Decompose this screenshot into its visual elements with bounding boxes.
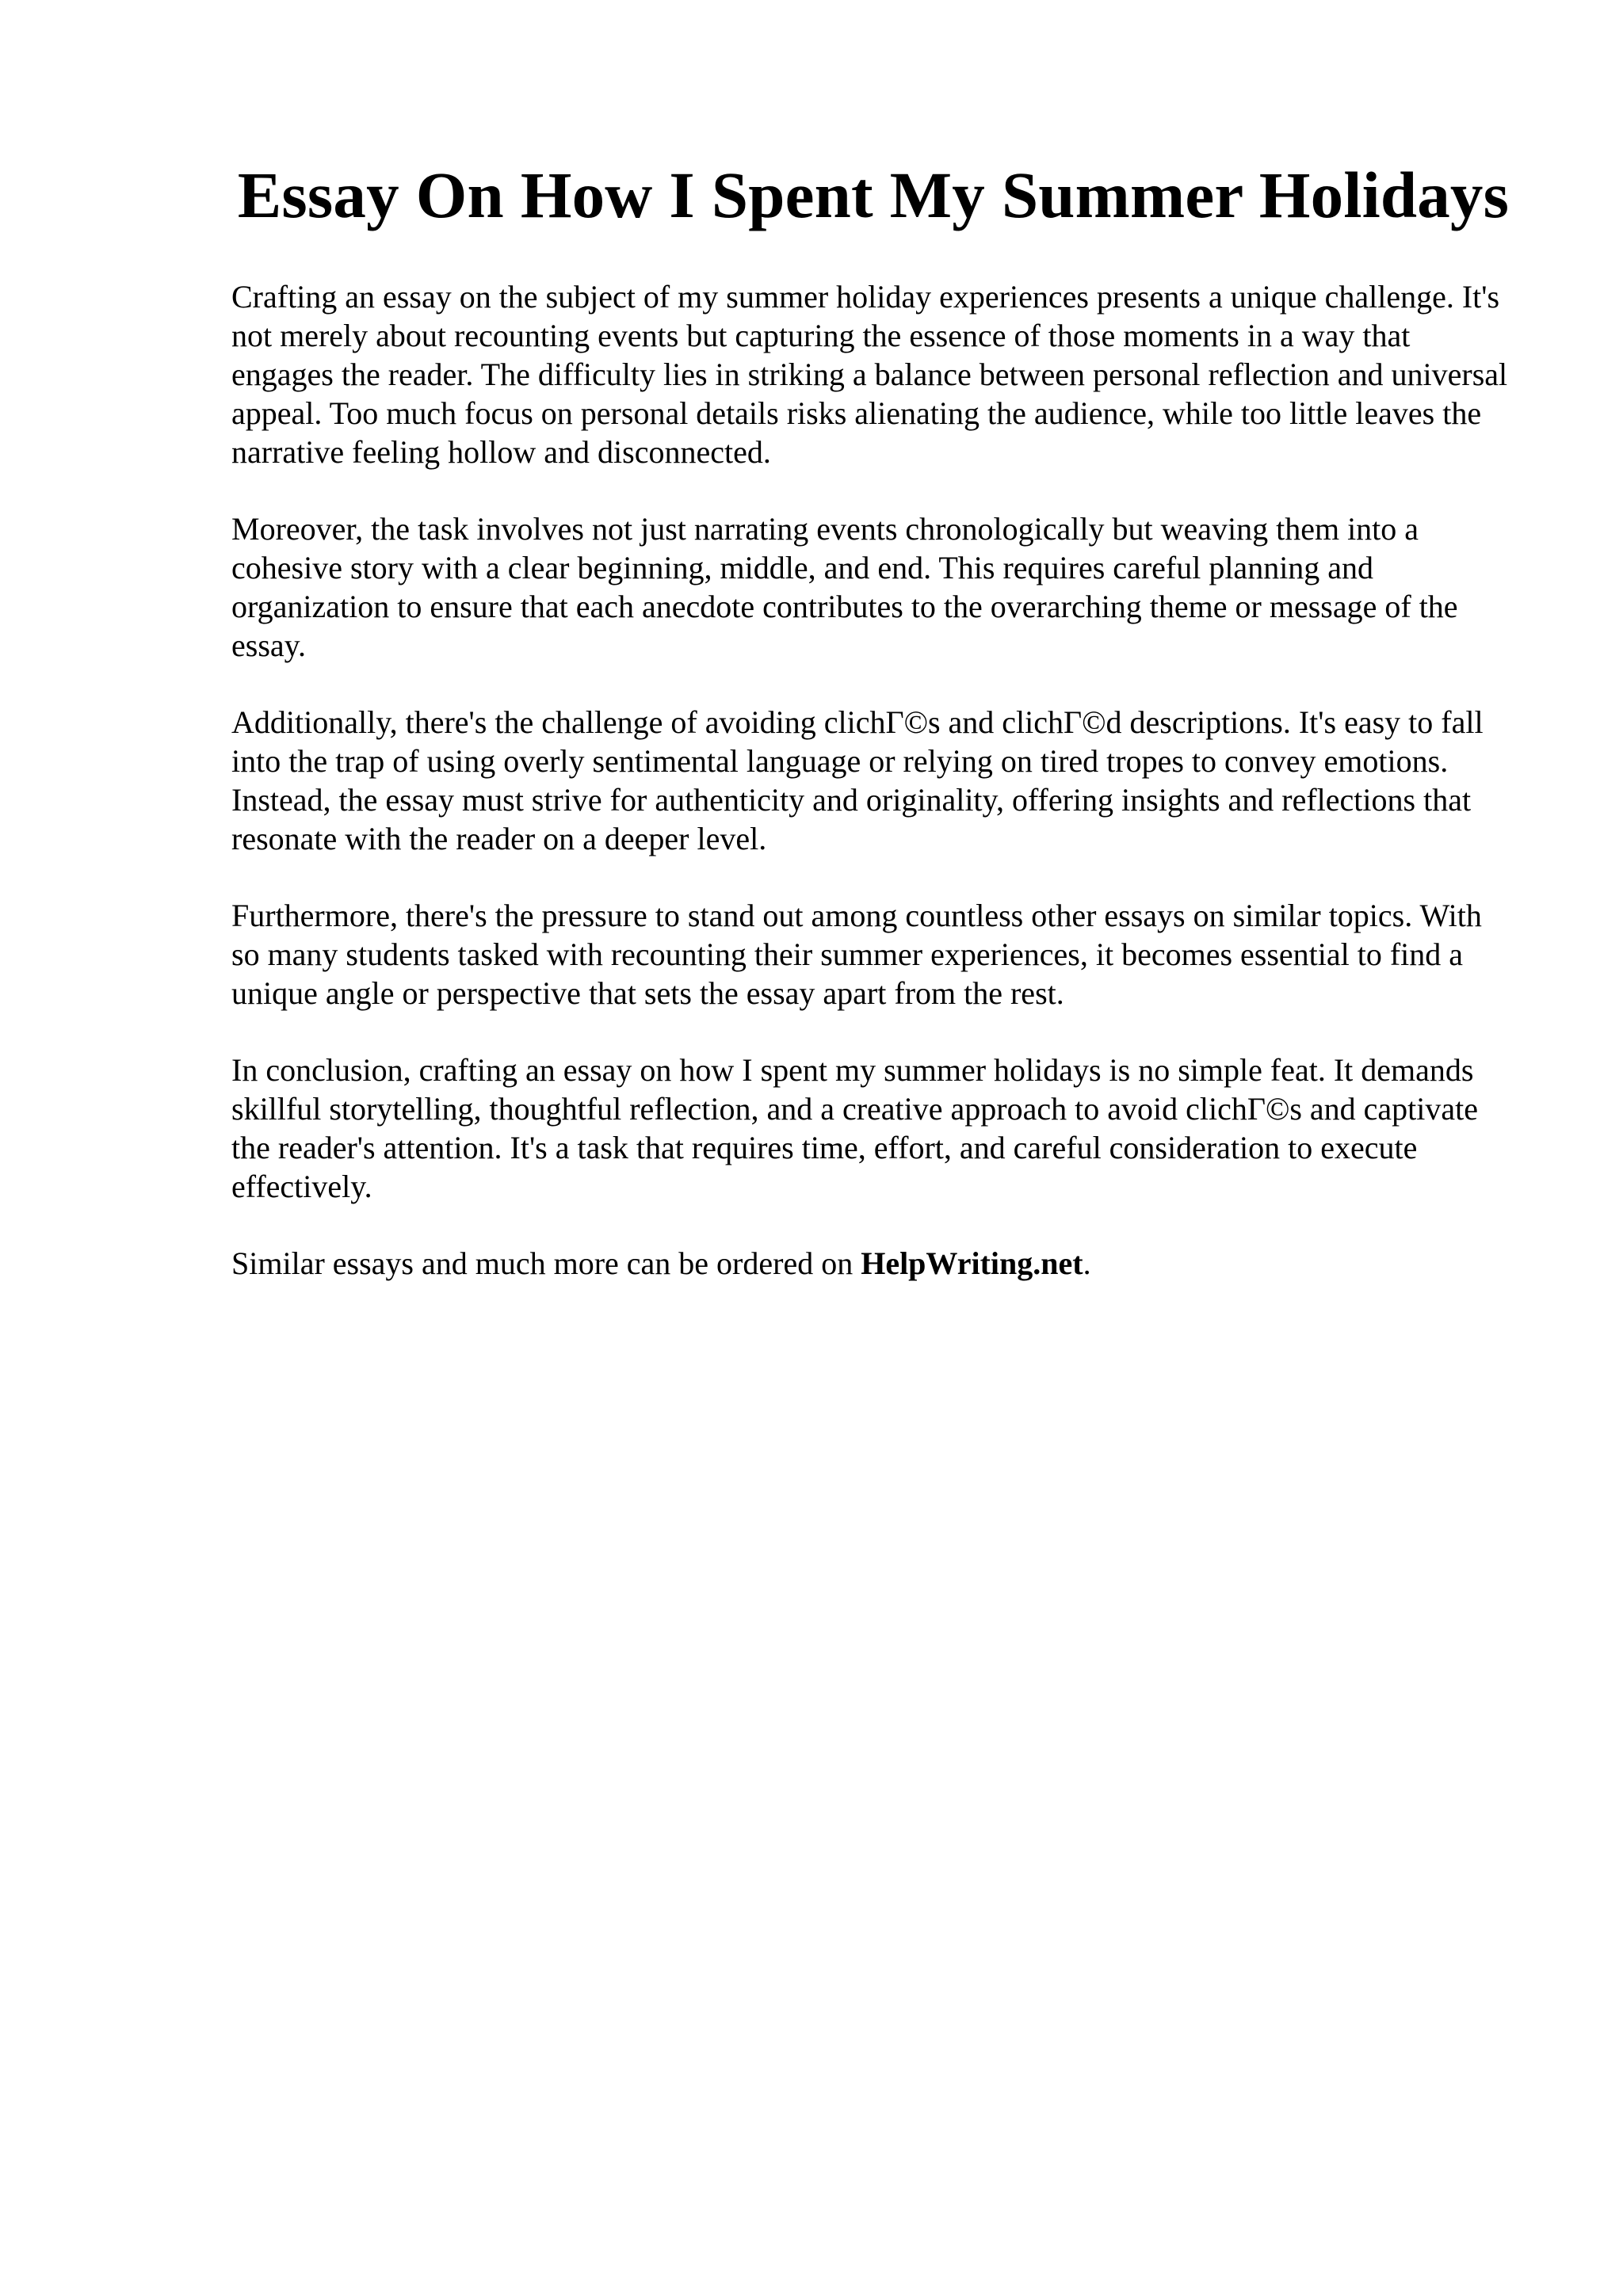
document-content: [231, 151, 1515, 1321]
helpwriting-link[interactable]: HelpWriting.net: [861, 1245, 1083, 1281]
footer-prefix: Similar essays and much more can be ordered on: [231, 1245, 861, 1281]
document-title: Essay On How I Spent My Summer Holidays: [237, 158, 1510, 231]
paragraph-3: Additionally, there's the challenge of avoiding clichΓ©s and clichΓ©d descriptions. It's easy to fall into the trap of using overly sentimental language or relying on tired tropes to convey emotions. Instead, the essay must strive for authenticity and originality, offering insights and reflections that resonate with the reader on a deeper level.: [231, 704, 1484, 856]
footer-suffix: .: [1083, 1245, 1091, 1281]
footer-line: [231, 1244, 1515, 1283]
paragraph-4: Furthermore, there's the pressure to stand out among countless other essays on similar topics. With so many students tasked with recounting their summer experiences, it becomes essential to find a unique angle or perspective that sets the essay apart from the rest.: [231, 898, 1482, 1011]
paragraph-1: Crafting an essay on the subject of my summer holiday experiences presents a unique challenge. It's not merely about recounting events but capturing the essence of those moments in a way that engages the reader. The difficulty lies in striking a balance between personal reflection and universal appeal. Too much focus on personal details risks alienating the audience, while too little leaves the narrative feeling hollow and disconnected.: [231, 279, 1508, 470]
paragraph-2: Moreover, the task involves not just narrating events chronologically but weaving them into a cohesive story with a clear beginning, middle, and end. This requires careful planning and organization to ensure that each anecdote contributes to the overarching theme or message of the essay.: [231, 511, 1458, 663]
paragraph-5: In conclusion, crafting an essay on how I spent my summer holidays is no simple feat. It demands skillful storytelling, thoughtful reflection, and a creative approach to avoid clichΓ©s and captivate the reader's attention. It's a task that requires time, effort, and careful consideration to execute effectively.: [231, 1052, 1479, 1204]
